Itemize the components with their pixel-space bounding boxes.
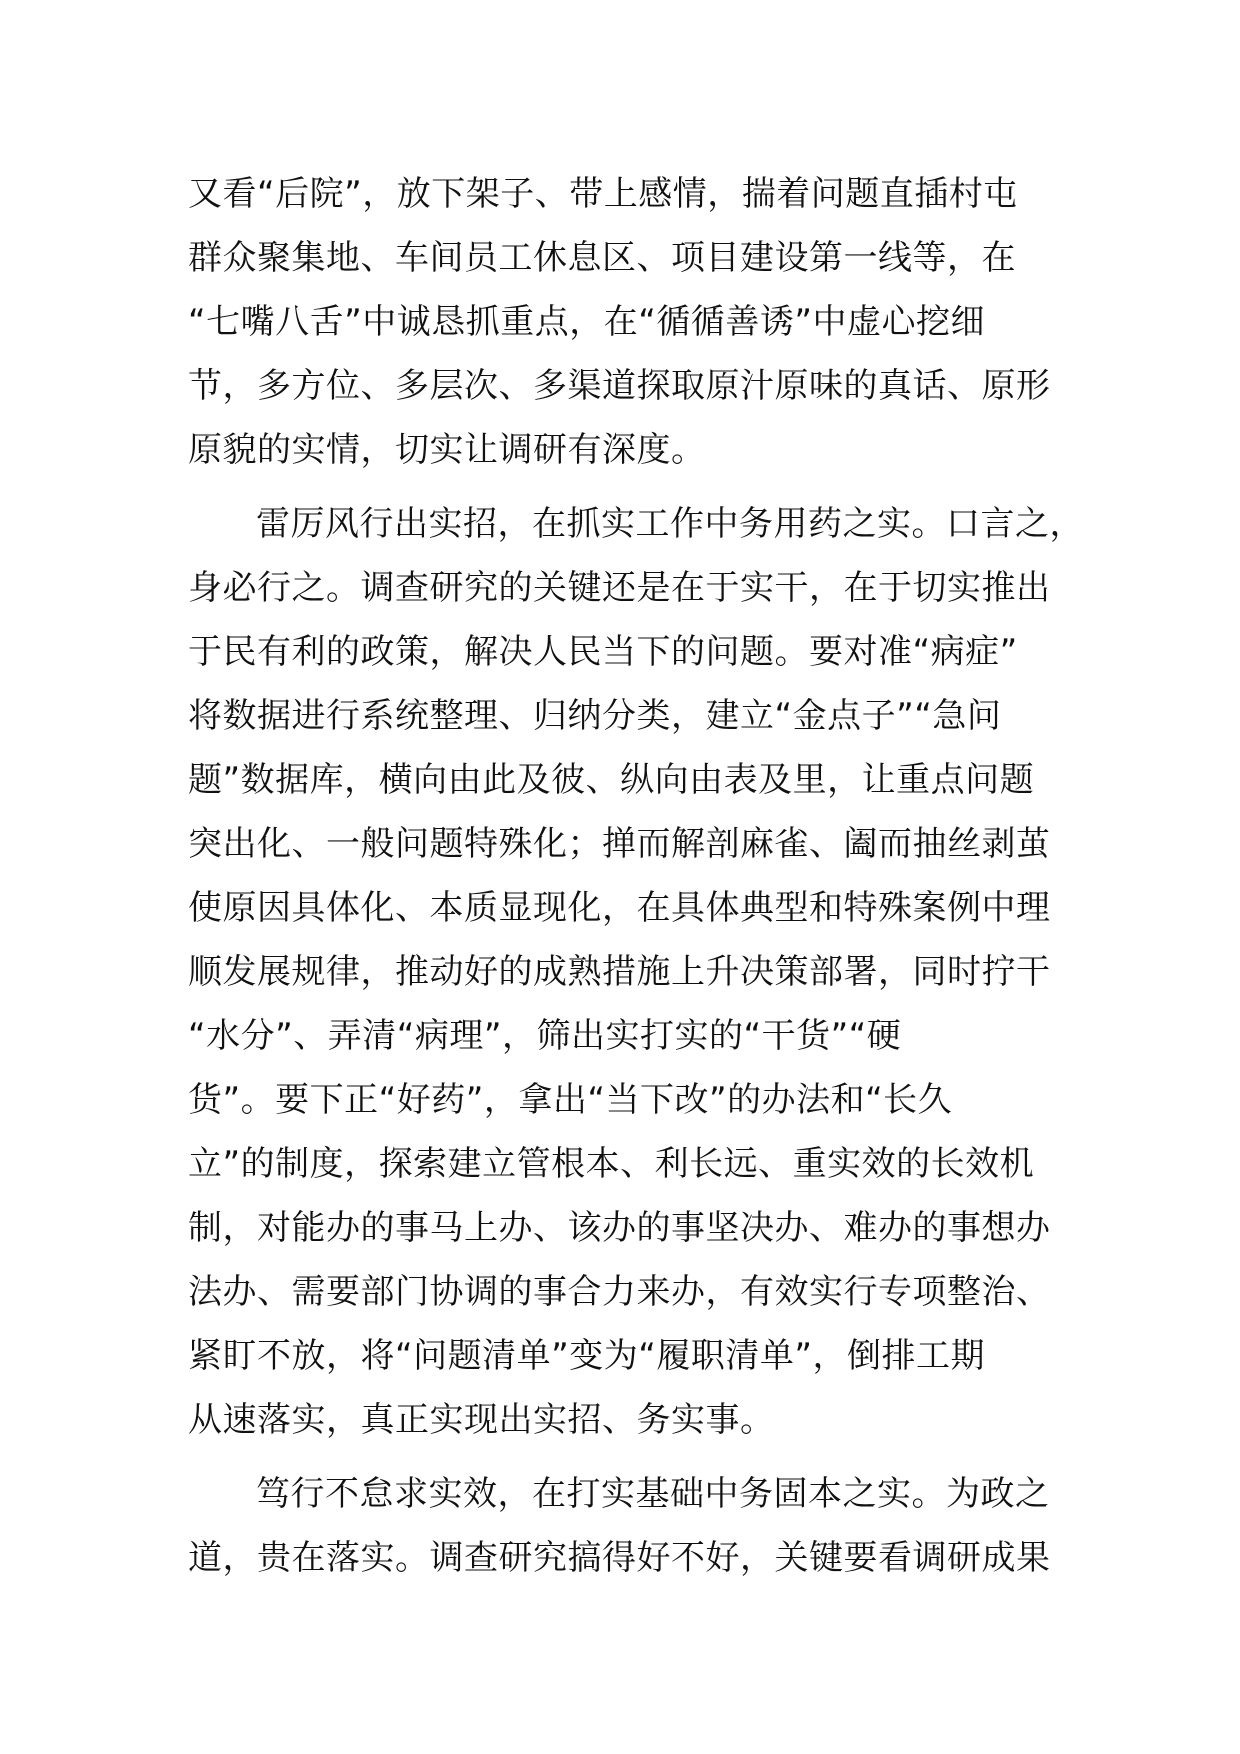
text-line: 货”。要下正“好药”，拿出“当下改”的办法和“长久 (188, 1080, 953, 1120)
text-line: 制，对能办的事马上办、该办的事坚决办、难办的事想办 (188, 1208, 1051, 1248)
paragraph-spacer (188, 482, 1088, 492)
text-line: 于民有利的政策，解决人民当下的问题。要对准“病症” (188, 632, 1018, 672)
text-line: 节，多方位、多层次、多渠道探取原汁原味的真话、原形 (188, 366, 1051, 406)
text-line: 笃行不怠求实效，在打实基础中务固本之实。为政之 (256, 1474, 1050, 1514)
text-line: 题”数据库，横向由此及彼、纵向由表及里，让重点问题 (188, 760, 1035, 800)
text-line: 身必行之。调查研究的关键还是在于实干，在于切实推出 (188, 568, 1051, 608)
text-line: 道，贵在落实。调查研究搞得好不好，关键要看调研成果 (188, 1538, 1051, 1578)
paragraph (188, 162, 1088, 482)
text-line: 原貌的实情，切实让调研有深度。 (188, 430, 706, 470)
text-line: 使原因具体化、本质显现化，在具体典型和特殊案例中理 (188, 888, 1051, 928)
text-line: 紧盯不放，将“问题清单”变为“履职清单”，倒排工期 (188, 1336, 985, 1376)
text-line: 突出化、一般问题特殊化；掸而解剖麻雀、阖而抽丝剥茧 (188, 824, 1051, 864)
text-line: 群众聚集地、车间员工休息区、项目建设第一线等，在 (188, 238, 1016, 278)
text-line: “七嘴八舌”中诚恳抓重点，在“循循善诱”中虚心挖细 (188, 302, 985, 342)
text-line: 从速落实，真正实现出实招、务实事。 (188, 1400, 775, 1440)
paragraph-spacer (188, 1452, 1088, 1462)
text-line: 将数据进行系统整理、归纳分类，建立“金点子”“急问 (188, 696, 1002, 736)
text-line: “水分”、弄清“病理”，筛出实打实的“干货”“硬 (188, 1016, 902, 1056)
text-line: 立”的制度，探索建立管根本、利长远、重实效的长效机 (188, 1144, 1035, 1184)
text-line: 顺发展规律，推动好的成熟措施上升决策部署，同时拧干 (188, 952, 1051, 992)
text-line: 雷厉风行出实招，在抓实工作中务用药之实。口言之， (256, 504, 1084, 544)
paragraph (188, 492, 1088, 1452)
text-line: 又看“后院”，放下架子、带上感情，揣着问题直插村屯 (188, 174, 1018, 214)
paragraph (188, 1462, 1088, 1590)
text-line: 法办、需要部门协调的事合力来办，有效实行专项整治、 (188, 1272, 1051, 1312)
document-body (188, 162, 1088, 1590)
